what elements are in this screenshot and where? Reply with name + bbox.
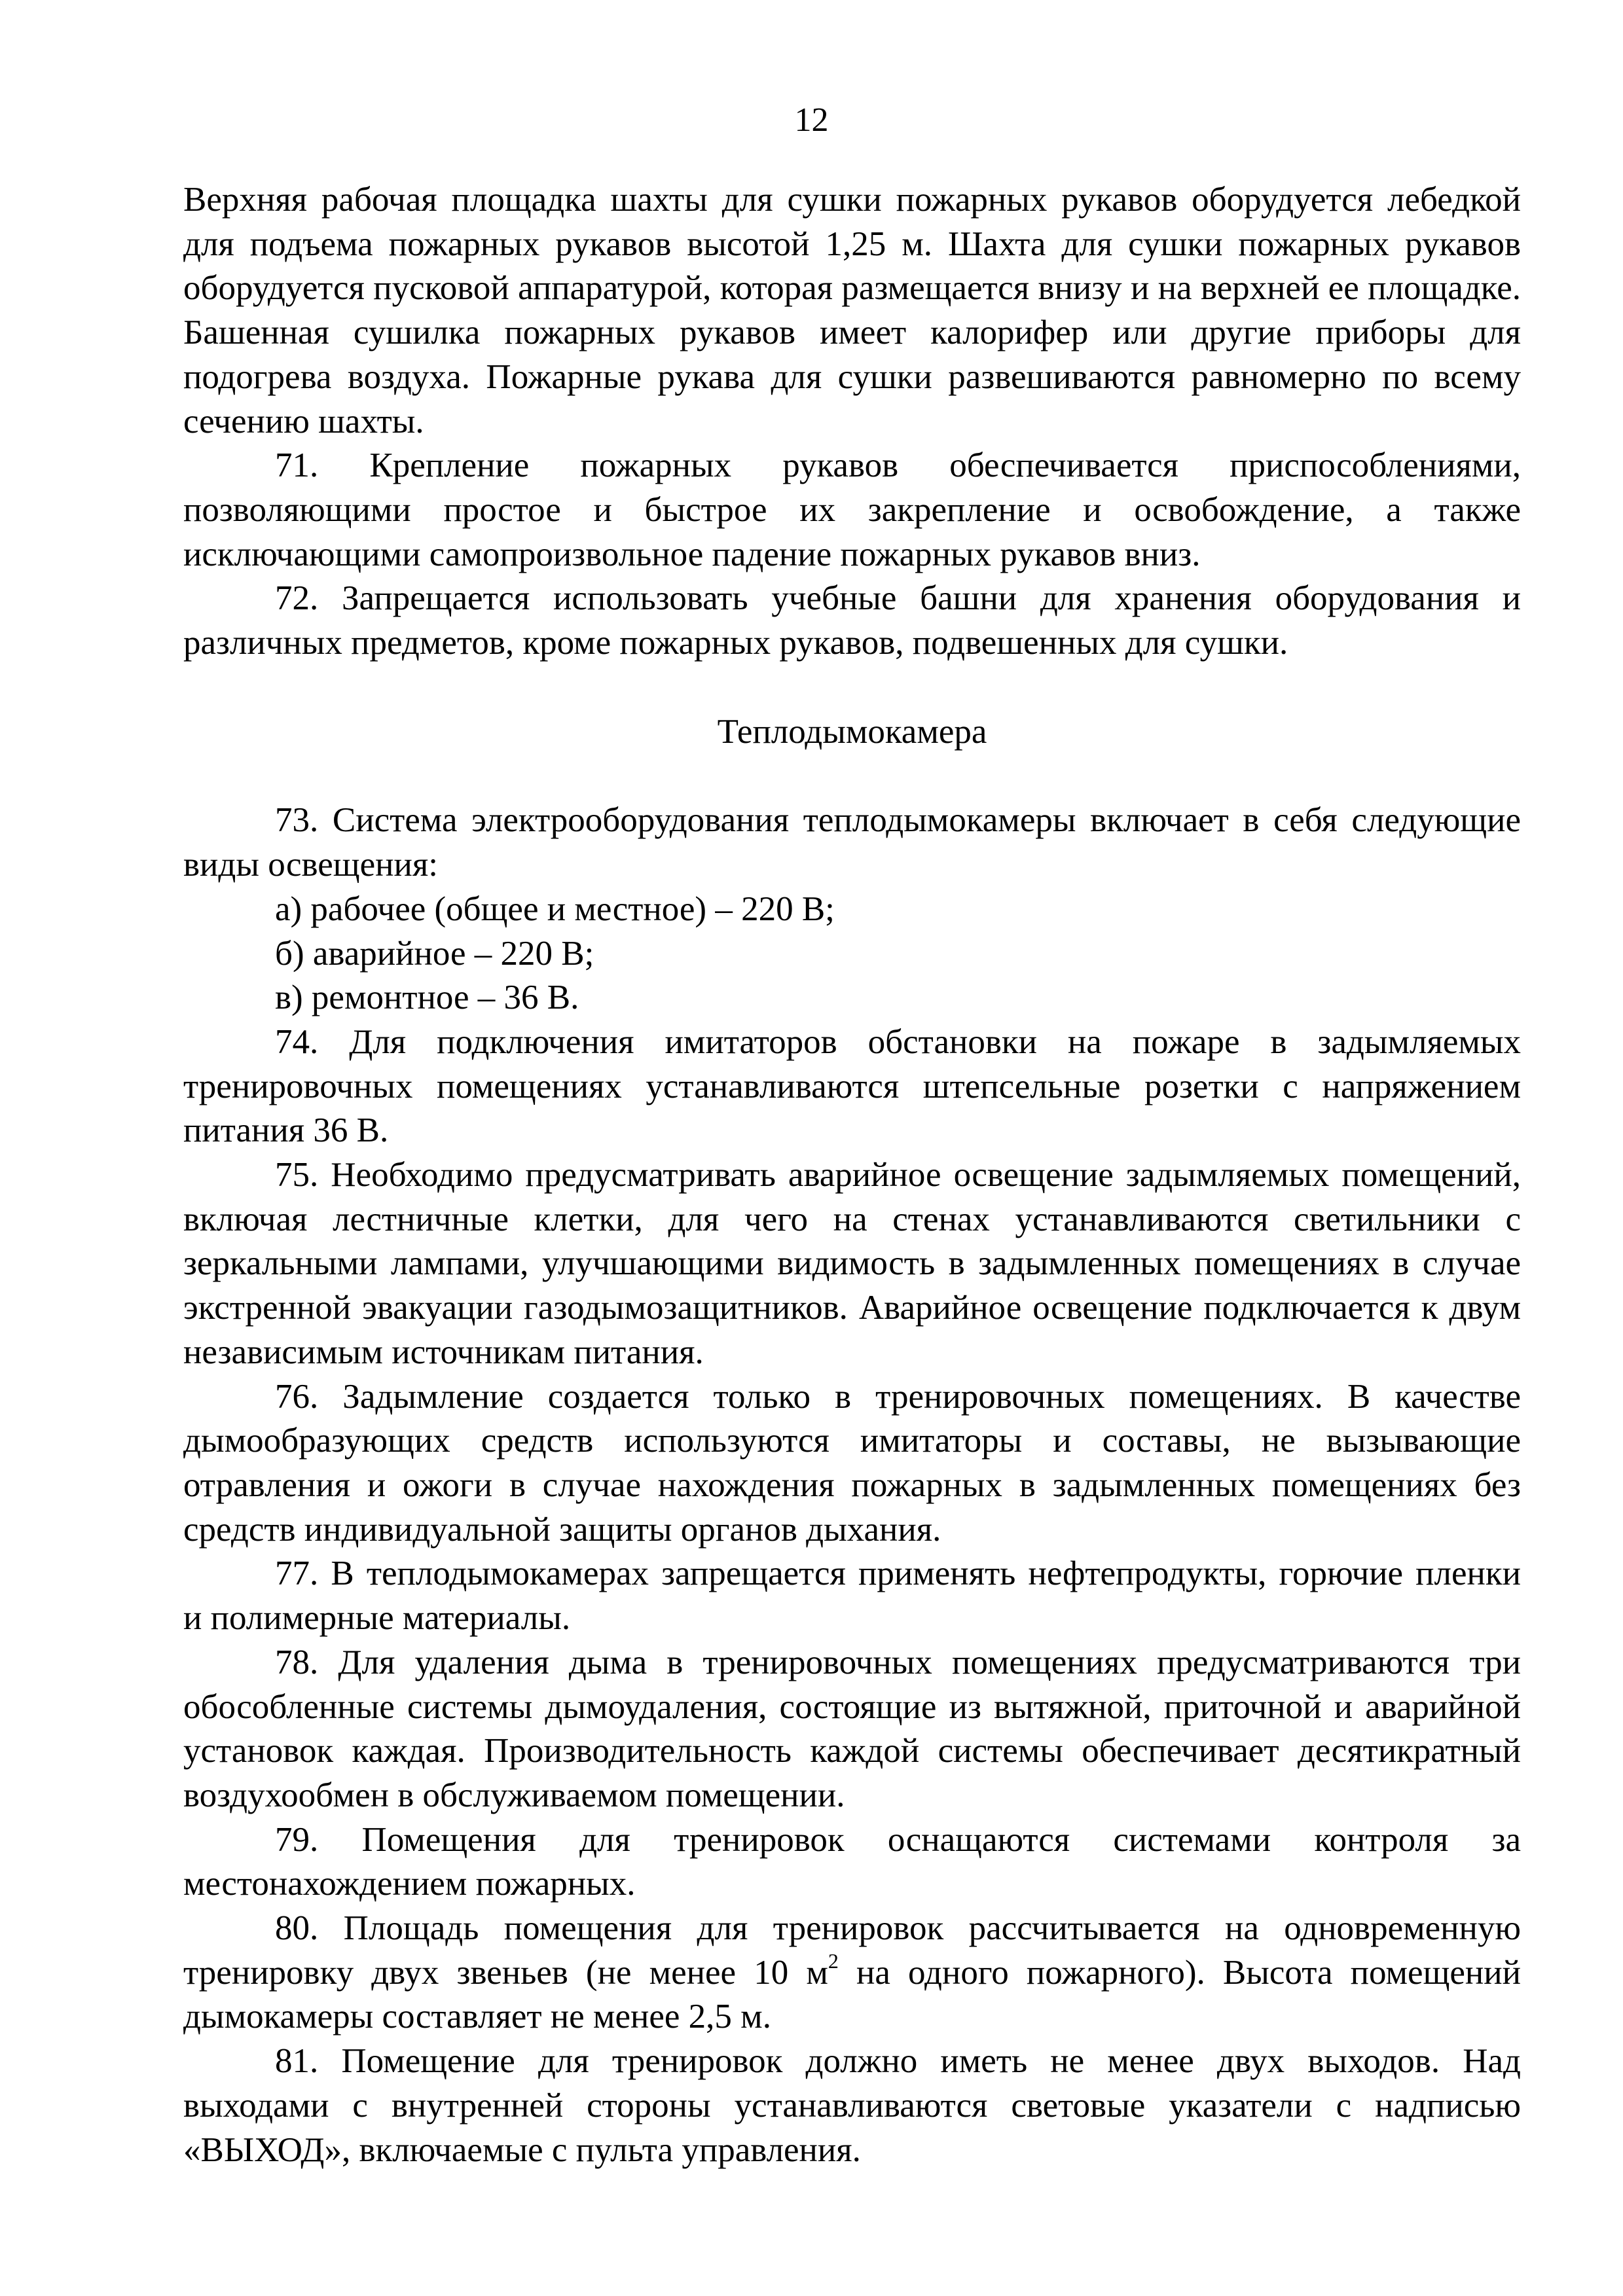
paragraph-80-part-2: на одного пожарного). Высота помещений дымокамеры составляет не менее 2,5 м. xyxy=(183,1953,1521,2036)
paragraph-80-part-1: 80. Площадь помещения для тренировок рассчитывается на одновременную тренировку двух звеньев (не менее 10 м xyxy=(183,1909,1521,1992)
paragraph-shaft-equipment: Верхняя рабочая площадка шахты для сушки пожарных рукавов оборудуется лебедкой для подъема пожарных рукавов высотой 1,25 м. Шахта для сушки пожарных рукавов оборудуется пусковой аппаратурой, которая размещается внизу и на верхней ее площадке. Башенная сушилка пожарных рукавов имеет калорифер или другие приборы для подогрева воздуха. Пожарные рукава для сушки развешиваются равномерно по всему сечению шахты. xyxy=(183,181,1521,440)
paragraph-72: 72. Запрещается использовать учебные башни для хранения оборудования и различных предметов, кроме пожарных рукавов, подвешенных для сушки. xyxy=(183,579,1521,662)
paragraph-81: 81. Помещение для тренировок должно иметь не менее двух выходов. Над выходами с внутренней стороны устанавливаются световые указатели с надписью «ВЫХОД», включаемые с пульта управления. xyxy=(183,2042,1521,2169)
paragraph-79: 79. Помещения для тренировок оснащаются системами контроля за местонахождением пожарных. xyxy=(183,1820,1521,1903)
page-number: 12 xyxy=(794,101,829,139)
superscript-square: 2 xyxy=(828,1948,839,1973)
paragraph-74: 74. Для подключения имитаторов обстановки на пожаре в задымляемых тренировочных помещениях устанавливаются штепсельные розетки с напряжением питания 36 В. xyxy=(183,1022,1521,1150)
list-item-b: б) аварийное – 220 В; xyxy=(275,934,594,973)
paragraph-75: 75. Необходимо предусматривать аварийное освещение задымляемых помещений, включая лестничные клетки, для чего на стенах устанавливаются светильники с зеркальными лампами, улучшающими видимость в задымленных помещениях в случае экстренной эвакуации газодымозащитников. Аварийное освещение подключается к двум независимым источникам питания. xyxy=(183,1156,1521,1371)
paragraph-80 xyxy=(183,1907,1521,2039)
paragraph-77: 77. В теплодымокамерах запрещается применять нефтепродукты, горючие пленки и полимерные материалы. xyxy=(183,1554,1521,1638)
paragraph-76: 76. Задымление создается только в тренировочных помещениях. В качестве дымообразующих средств используются имитаторы и составы, не вызывающие отравления и ожоги в случае нахождения пожарных в задымленных помещениях без средств индивидуальной защиты органов дыхания. xyxy=(183,1377,1521,1549)
section-heading: Теплодымокамера xyxy=(717,712,987,751)
paragraph-71: 71. Крепление пожарных рукавов обеспечивается приспособлениями, позволяющими простое и быстрое их закрепление и освобождение, а также исключающими самопроизвольное падение пожарных рукавов вниз. xyxy=(183,446,1521,573)
list-item-c: в) ремонтное – 36 В. xyxy=(275,978,579,1017)
document-body xyxy=(183,178,1521,2172)
list-item-a: а) рабочее (общее и местное) – 220 В; xyxy=(275,889,835,928)
paragraph-78: 78. Для удаления дыма в тренировочных помещениях предусматриваются три обособленные системы дымоудаления, состоящие из вытяжной, приточной и аварийной установок каждая. Производительность каждой системы обеспечивает десятикратный воздухообмен в обслуживаемом помещении. xyxy=(183,1643,1521,1814)
paragraph-73: 73. Система электрооборудования теплодымокамеры включает в себя следующие виды освещения: xyxy=(183,801,1521,884)
